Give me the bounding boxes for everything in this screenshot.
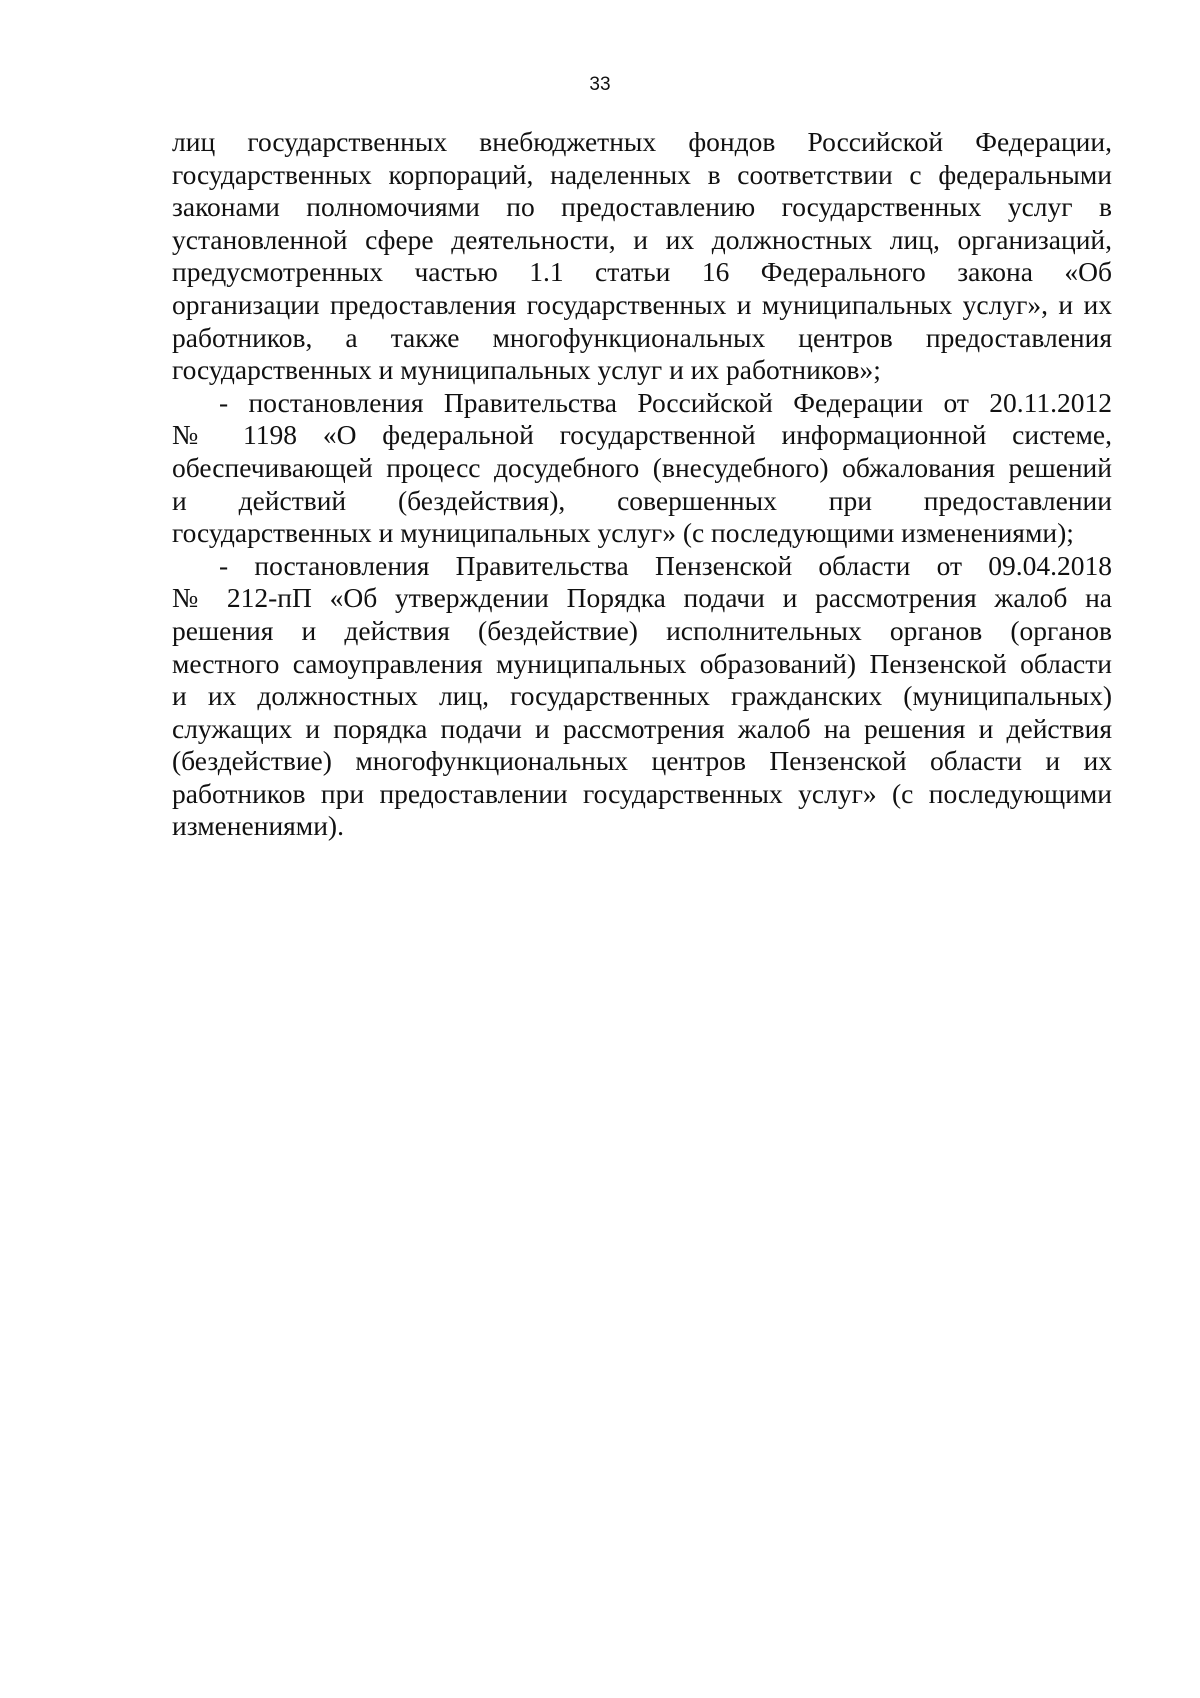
text-line: государственных корпораций, наделенных в соответствии с федеральными [172,158,1112,190]
text-line: организации предоставления государственных и муниципальных услуг», и их [172,288,1112,320]
text-line: служащих и порядка подачи и рассмотрения жалоб на решения и действия [172,712,1112,744]
text-line: законами полномочиями по предоставлению государственных услуг в [172,191,1112,223]
text-line: предусмотренных частью 1.1 статьи 16 Федерального закона «Об [172,256,1112,288]
text-line: государственных и муниципальных услуг и их работников»; [172,354,881,386]
text-line: решения и действия (бездействие) исполнительных органов (органов [172,614,1112,646]
page-number: 33 [589,74,611,95]
text-line: местного самоуправления муниципальных образований) Пензенской области [172,647,1112,679]
text-line: № 212-пП «Об утверждении Порядка подачи и рассмотрения жалоб на [172,582,1112,614]
text-line: изменениями). [172,810,344,842]
text-line: и их должностных лиц, государственных гражданских (муниципальных) [172,680,1112,712]
text-line: обеспечивающей процесс досудебного (внесудебного) обжалования решений [172,451,1112,483]
text-line: и действий (бездействия), совершенных при предоставлении [172,484,1112,516]
document-body [172,126,1112,843]
text-line: государственных и муниципальных услуг» (с последующими изменениями); [172,517,1074,549]
text-line: - постановления Правительства Российской Федерации от 20.11.2012 [219,386,1112,418]
text-line: лиц государственных внебюджетных фондов Российской Федерации, [172,126,1112,157]
text-line: (бездействие) многофункциональных центров Пензенской области и их [172,745,1112,777]
text-line: - постановления Правительства Пензенской области от 09.04.2018 [219,549,1112,581]
text-line: работников, а также многофункциональных центров предоставления [172,321,1112,353]
text-line: работников при предоставлении государственных услуг» (с последующими [172,777,1112,809]
text-line: № 1198 «О федеральной государственной информационной системе, [172,419,1112,451]
text-line: установленной сфере деятельности, и их должностных лиц, организаций, [172,223,1112,255]
